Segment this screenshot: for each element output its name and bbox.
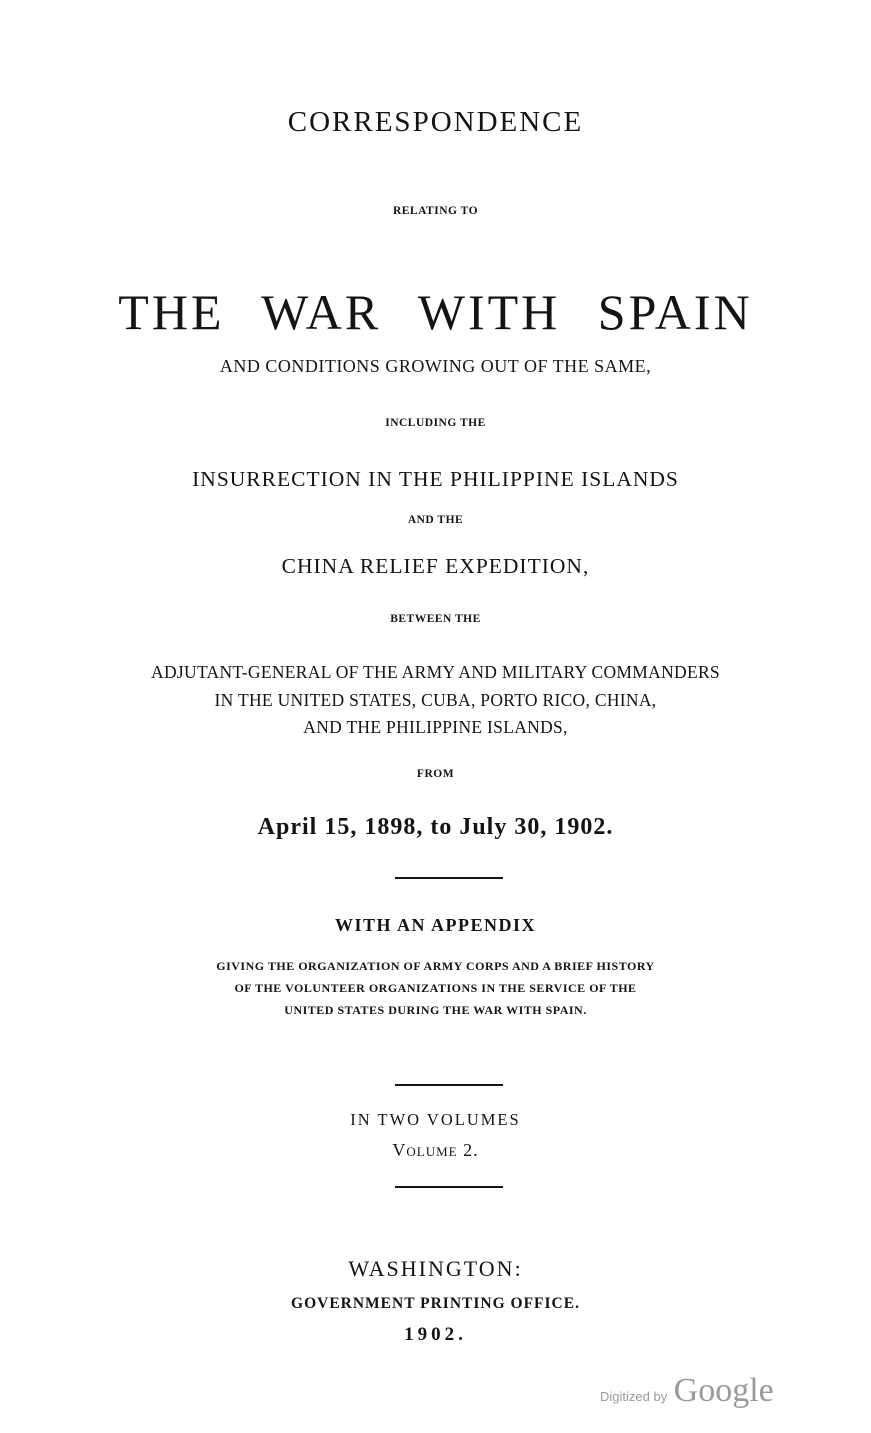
divider-rule [395, 1084, 503, 1086]
from-line: FROM [416, 768, 455, 780]
parties-line-3: AND THE PHILIPPINE ISLANDS, [303, 717, 568, 737]
appendix-heading: WITH AN APPENDIX [334, 915, 537, 935]
place-of-publication: WASHINGTON: [348, 1256, 523, 1281]
insurrection-line: INSURRECTION IN THE PHILIPPINE ISLANDS [192, 467, 679, 491]
parties-line-1: ADJUTANT-GENERAL OF THE ARMY AND MILITARY COMMANDERS [151, 662, 720, 682]
publisher: GOVERNMENT PRINTING OFFICE. [291, 1295, 580, 1312]
digitized-watermark [600, 1372, 774, 1410]
publication-year: 1902. [404, 1324, 467, 1345]
volume-number: Volume 2. [392, 1140, 479, 1160]
relating-to-line: RELATING TO [392, 205, 479, 217]
parties-line-2: IN THE UNITED STATES, CUBA, PORTO RICO, CHINA, [214, 690, 657, 710]
date-range: April 15, 1898, to July 30, 1902. [257, 814, 614, 840]
subtitle: AND CONDITIONS GROWING OUT OF THE SAME, [219, 356, 652, 376]
digitized-by-text: Digitized by [600, 1389, 668, 1404]
volumes-line: IN TWO VOLUMES [350, 1110, 521, 1129]
divider-rule [395, 877, 503, 879]
appendix-line-1: GIVING THE ORGANIZATION OF ARMY CORPS AND A BRIEF HISTORY [216, 959, 655, 973]
including-the-line: INCLUDING THE [385, 417, 486, 429]
china-line: CHINA RELIEF EXPEDITION, [281, 554, 590, 578]
divider-rule [395, 1186, 503, 1188]
between-the-line: BETWEEN THE [390, 613, 481, 625]
google-logo: Google [673, 1372, 774, 1409]
main-title: THE WAR WITH SPAIN [118, 284, 753, 340]
heading: CORRESPONDENCE [287, 106, 584, 138]
and-the-line: AND THE [407, 514, 464, 526]
appendix-line-3: UNITED STATES DURING THE WAR WITH SPAIN. [284, 1003, 587, 1017]
appendix-line-2: OF THE VOLUNTEER ORGANIZATIONS IN THE SERVICE OF THE [234, 981, 637, 995]
